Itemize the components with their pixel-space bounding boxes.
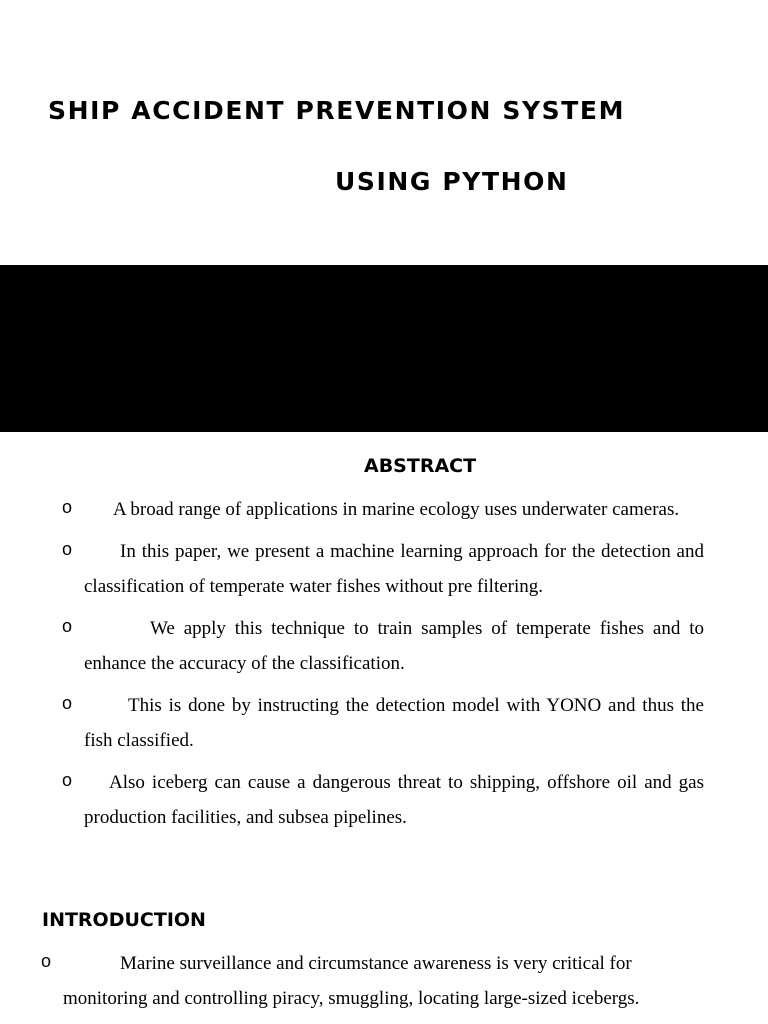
introduction-heading: INTRODUCTION xyxy=(42,909,206,931)
black-banner xyxy=(0,265,768,432)
bullet-icon: o xyxy=(62,539,73,559)
abstract-item-text: This is done by instructing the detection model with YONO and thus the fish classified. xyxy=(84,695,704,751)
abstract-item-3 xyxy=(62,611,704,681)
introduction-list xyxy=(41,946,651,1023)
bullet-icon: o xyxy=(62,497,73,517)
abstract-item-text: In this paper, we present a machine learning approach for the detection and classification of temperate water fishes without pre filtering. xyxy=(84,541,704,597)
abstract-item-2 xyxy=(62,534,704,604)
introduction-item-text: Marine surveillance and circumstance awareness is very critical for monitoring and controlling piracy, smuggling, locating large-sized icebergs. xyxy=(63,953,640,1009)
bullet-icon: o xyxy=(62,770,73,790)
abstract-item-1 xyxy=(62,492,704,527)
bullet-icon: o xyxy=(62,693,73,713)
abstract-item-text: A broad range of applications in marine ecology uses underwater cameras. xyxy=(113,499,680,520)
bullet-icon: o xyxy=(41,951,52,971)
abstract-item-text: Also iceberg can cause a dangerous threat to shipping, offshore oil and gas production facilities, and subsea pipelines. xyxy=(84,772,704,828)
abstract-item-5 xyxy=(62,765,704,835)
abstract-item-4 xyxy=(62,688,704,758)
bullet-icon: o xyxy=(62,616,73,636)
document-title-line-1: SHIP ACCIDENT PREVENTION SYSTEM xyxy=(48,96,626,125)
abstract-heading: ABSTRACT xyxy=(364,455,477,477)
document-title-line-2: USING PYTHON xyxy=(335,167,569,196)
abstract-item-text: We apply this technique to train samples of temperate fishes and to enhance the accuracy of the classification. xyxy=(84,618,704,674)
introduction-item-1 xyxy=(41,946,651,1016)
abstract-list xyxy=(62,492,704,842)
